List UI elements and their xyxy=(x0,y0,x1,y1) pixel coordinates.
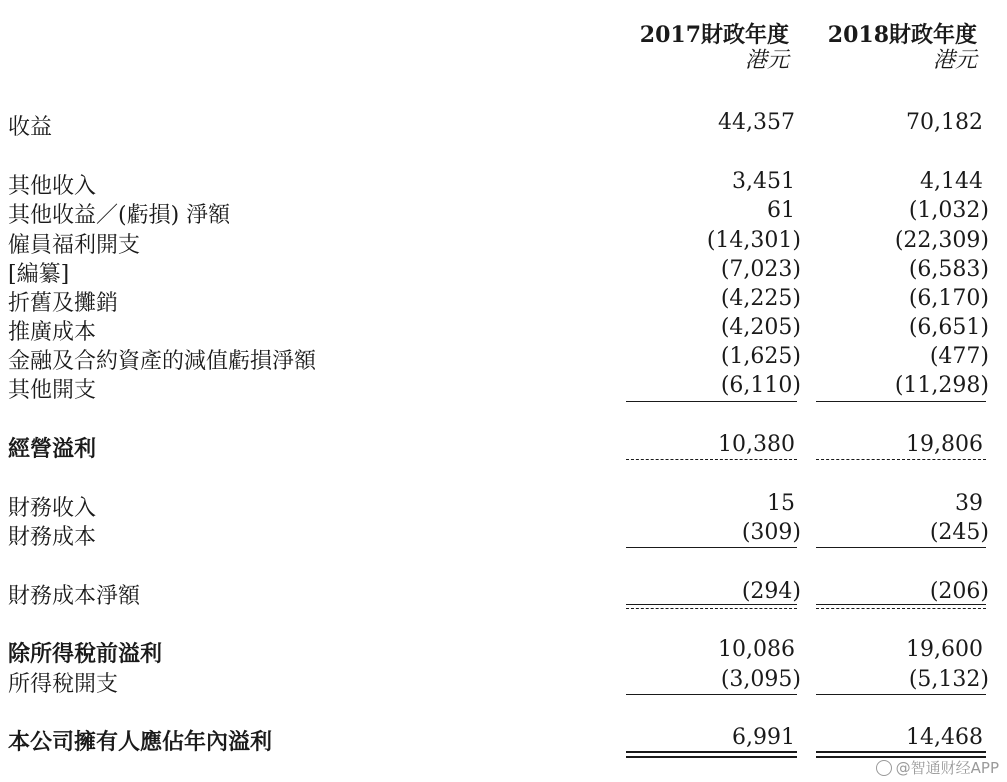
table-row xyxy=(0,169,1007,199)
table-row xyxy=(0,286,1007,316)
value-2018: 14,468 xyxy=(906,725,983,750)
value-2018: (5,132) xyxy=(908,667,989,692)
subtotal-dashed-rule xyxy=(816,608,986,609)
value-2017: (4,205) xyxy=(720,315,801,340)
subtotal-rule xyxy=(816,401,986,402)
value-2017: 10,086 xyxy=(718,637,795,662)
total-double-rule xyxy=(816,751,986,753)
subtotal-rule xyxy=(816,694,986,695)
value-2017: 6,991 xyxy=(732,725,795,750)
value-2017: (309) xyxy=(741,520,801,545)
table-row xyxy=(0,257,1007,287)
subtotal-rule xyxy=(626,694,797,695)
subtotal-rule xyxy=(626,547,797,548)
table-row xyxy=(0,667,1007,697)
column-header-year: 2018財政年度 xyxy=(827,22,977,48)
table-row xyxy=(0,315,1007,345)
table-row xyxy=(0,110,1007,140)
value-2018: 39 xyxy=(955,491,983,516)
subtotal-dashed-rule xyxy=(816,459,986,460)
row-label: 收益 xyxy=(8,115,53,140)
value-2018: (6,170) xyxy=(908,286,989,311)
value-2018: (11,298) xyxy=(894,373,989,398)
value-2018: (1,032) xyxy=(908,198,989,223)
row-label: 推廣成本 xyxy=(8,320,97,345)
value-2017: 15 xyxy=(767,491,795,516)
row-label: 除所得稅前溢利 xyxy=(8,641,163,667)
row-label: 其他開支 xyxy=(8,378,97,403)
table-row xyxy=(0,344,1007,374)
row-label: 財務成本 xyxy=(8,525,97,550)
value-2017: 44,357 xyxy=(718,110,795,135)
value-2017: (7,023) xyxy=(720,257,801,282)
value-2017: 3,451 xyxy=(732,169,795,194)
row-label: 財務成本淨額 xyxy=(8,584,141,609)
column-header-2018 xyxy=(828,22,977,74)
row-label: 金融及合約資產的減值虧損淨額 xyxy=(8,349,317,374)
row-label: 折舊及攤銷 xyxy=(8,291,119,316)
value-2017: (1,625) xyxy=(720,344,801,369)
row-label: 財務收入 xyxy=(8,496,97,521)
subtotal-rule xyxy=(626,401,797,402)
value-2017: (294) xyxy=(741,579,801,604)
value-2018: 19,806 xyxy=(906,432,983,457)
column-header-unit: 港元 xyxy=(932,48,977,73)
total-double-rule xyxy=(626,756,797,758)
watermark-logo-icon xyxy=(876,760,892,776)
value-2018: 19,600 xyxy=(906,637,983,662)
column-header-2017 xyxy=(640,22,789,74)
value-2018: (245) xyxy=(929,520,989,545)
table-row xyxy=(0,228,1007,258)
row-label: 本公司擁有人應佔年內溢利 xyxy=(8,729,273,755)
subtotal-rule xyxy=(816,604,986,605)
table-row xyxy=(0,373,1007,403)
table-row xyxy=(0,637,1007,667)
row-label: 其他收益／(虧損) 淨額 xyxy=(8,203,231,228)
row-label: 所得稅開支 xyxy=(8,672,119,697)
value-2017: 61 xyxy=(767,198,795,223)
row-label: 經營溢利 xyxy=(8,436,97,462)
value-2018: (206) xyxy=(929,579,989,604)
value-2018: (6,583) xyxy=(908,257,989,282)
watermark xyxy=(876,757,999,778)
value-2018: 70,182 xyxy=(906,110,983,135)
value-2018: (6,651) xyxy=(908,315,989,340)
value-2018: 4,144 xyxy=(920,169,983,194)
table-row xyxy=(0,491,1007,521)
value-2017: (3,095) xyxy=(720,667,801,692)
row-label: [編纂] xyxy=(8,262,70,287)
value-2018: (477) xyxy=(929,344,989,369)
value-2017: (4,225) xyxy=(720,286,801,311)
table-row xyxy=(0,520,1007,550)
row-label: 僱員福利開支 xyxy=(8,233,141,258)
column-header-year: 2017財政年度 xyxy=(639,22,789,48)
table-row xyxy=(0,198,1007,228)
value-2017: 10,380 xyxy=(718,432,795,457)
value-2018: (22,309) xyxy=(894,228,989,253)
watermark-text: @智通财经APP xyxy=(895,759,999,777)
value-2017: (14,301) xyxy=(706,228,801,253)
row-label: 其他收入 xyxy=(8,174,97,199)
subtotal-rule xyxy=(626,604,797,605)
subtotal-dashed-rule xyxy=(626,608,797,609)
subtotal-rule xyxy=(816,547,986,548)
table-row xyxy=(0,432,1007,462)
total-double-rule xyxy=(626,751,797,753)
subtotal-dashed-rule xyxy=(626,459,797,460)
value-2017: (6,110) xyxy=(720,373,801,398)
column-header-unit: 港元 xyxy=(744,48,789,73)
